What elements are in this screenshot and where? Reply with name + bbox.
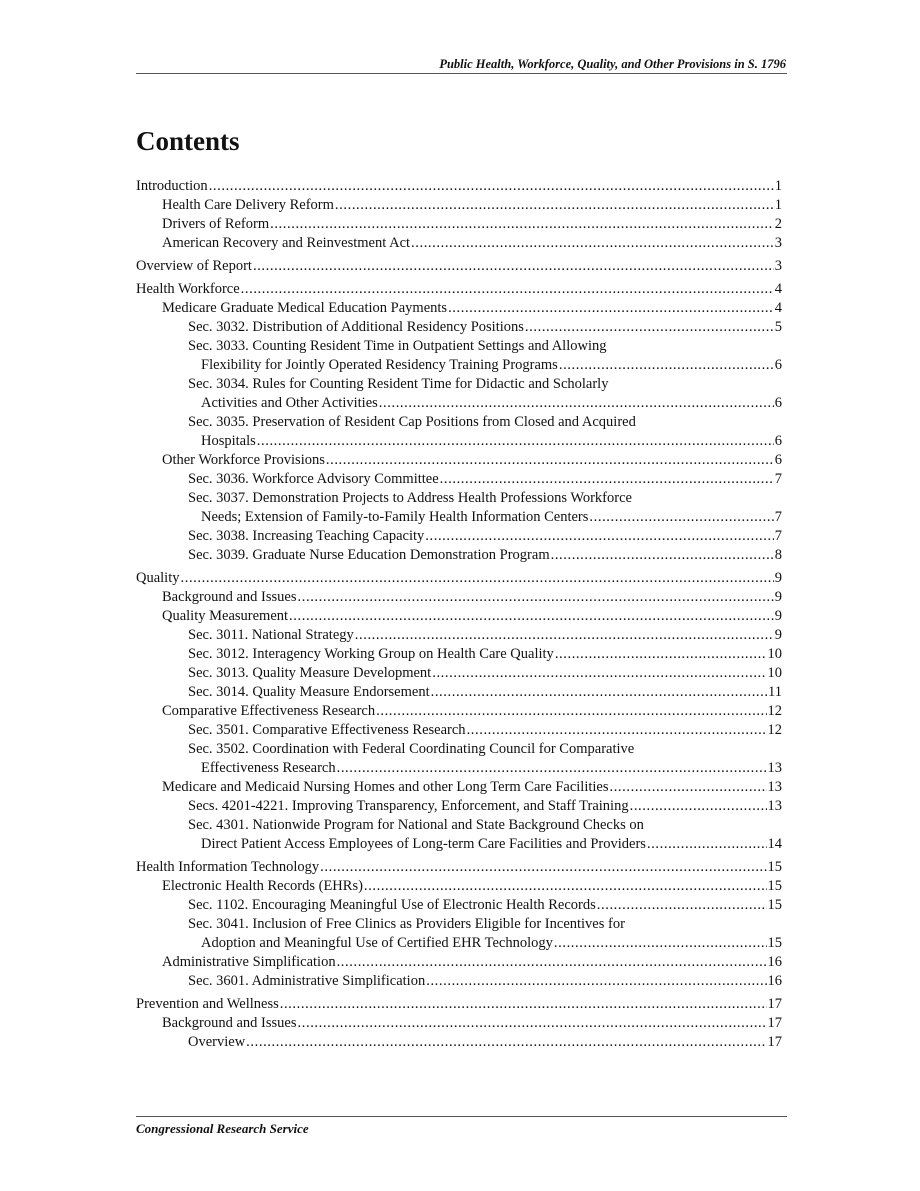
toc-entry[interactable] bbox=[136, 470, 782, 489]
toc-entry[interactable] bbox=[136, 356, 782, 375]
toc-entry[interactable] bbox=[136, 858, 782, 877]
dot-leader bbox=[289, 607, 774, 626]
toc-entry[interactable] bbox=[136, 645, 782, 664]
running-header: Public Health, Workforce, Quality, and Other Provisions in S. 1796 bbox=[439, 57, 786, 71]
toc-entry[interactable] bbox=[136, 797, 782, 816]
toc-entry-title: Background and Issues bbox=[162, 1015, 297, 1031]
dot-leader bbox=[364, 877, 767, 896]
toc-entry[interactable] bbox=[136, 299, 782, 318]
toc-page-number: 4 bbox=[774, 300, 782, 316]
toc-entry[interactable] bbox=[136, 835, 782, 854]
toc-page-number: 8 bbox=[774, 547, 782, 563]
toc-entry[interactable] bbox=[136, 280, 782, 299]
toc-entry[interactable] bbox=[136, 215, 782, 234]
toc-entry[interactable] bbox=[136, 607, 782, 626]
toc-page-number: 7 bbox=[774, 509, 782, 525]
toc-page-number: 15 bbox=[767, 878, 782, 894]
toc-entry-title: Overview of Report bbox=[136, 258, 252, 274]
toc-entry[interactable] bbox=[136, 318, 782, 337]
toc-page-number: 7 bbox=[774, 528, 782, 544]
toc-page-number: 13 bbox=[767, 798, 782, 814]
dot-leader bbox=[647, 835, 767, 854]
toc-entry[interactable] bbox=[136, 394, 782, 413]
toc-entry-title: Sec. 3013. Quality Measure Development bbox=[188, 665, 432, 681]
toc-page-number: 10 bbox=[767, 646, 782, 662]
toc-entry-title: Health Workforce bbox=[136, 281, 240, 297]
toc-entry-title: Medicare Graduate Medical Education Payments bbox=[162, 300, 448, 316]
footer-rule bbox=[136, 1116, 787, 1117]
toc-entry[interactable] bbox=[136, 257, 782, 276]
toc-page-number: 13 bbox=[767, 779, 782, 795]
dot-leader bbox=[376, 702, 766, 721]
toc-entry-title: Needs; Extension of Family-to-Family Health Information Centers bbox=[201, 509, 589, 525]
toc-entry-title: Drivers of Reform bbox=[162, 216, 270, 232]
toc-page-number: 3 bbox=[774, 258, 782, 274]
toc-entry-title: Other Workforce Provisions bbox=[162, 452, 325, 468]
toc-entry[interactable] bbox=[136, 569, 782, 588]
dot-leader bbox=[440, 470, 774, 489]
toc-page-number: 12 bbox=[767, 703, 782, 719]
toc-page-number: 16 bbox=[767, 954, 782, 970]
dot-leader bbox=[448, 299, 774, 318]
dot-leader bbox=[320, 858, 766, 877]
dot-leader bbox=[554, 934, 767, 953]
toc-entry-title: American Recovery and Reinvestment Act bbox=[162, 235, 411, 251]
dot-leader bbox=[298, 1014, 767, 1033]
toc-entry[interactable] bbox=[136, 953, 782, 972]
dot-leader bbox=[270, 215, 774, 234]
header-rule bbox=[136, 73, 787, 74]
toc-entry-title: Sec. 3038. Increasing Teaching Capacity bbox=[188, 528, 425, 544]
toc-entry-title: Health Care Delivery Reform bbox=[162, 197, 334, 213]
toc-entry-title: Health Information Technology bbox=[136, 859, 320, 875]
toc-entry[interactable] bbox=[136, 527, 782, 546]
toc-entry[interactable] bbox=[136, 664, 782, 683]
toc-entry-heading-line[interactable]: Sec. 3502. Coordination with Federal Coordinating Council for Comparative bbox=[188, 741, 635, 757]
dot-leader bbox=[559, 356, 774, 375]
toc-page-number: 1 bbox=[774, 178, 782, 194]
toc-page-number: 9 bbox=[774, 608, 782, 624]
toc-entry[interactable] bbox=[136, 588, 782, 607]
toc-entry-heading-line[interactable]: Sec. 3033. Counting Resident Time in Outpatient Settings and Allowing bbox=[188, 338, 607, 354]
toc-entry-title: Adoption and Meaningful Use of Certified EHR Technology bbox=[201, 935, 553, 951]
dot-leader bbox=[411, 234, 774, 253]
dot-leader bbox=[467, 721, 767, 740]
dot-leader bbox=[426, 972, 766, 991]
toc-entry-heading-line[interactable]: Sec. 4301. Nationwide Program for National and State Background Checks on bbox=[188, 817, 644, 833]
toc-entry-title: Sec. 3036. Workforce Advisory Committee bbox=[188, 471, 439, 487]
toc-page-number: 9 bbox=[774, 627, 782, 643]
dot-leader bbox=[551, 546, 774, 565]
dot-leader bbox=[337, 953, 767, 972]
toc-page-number: 15 bbox=[767, 859, 782, 875]
toc-entry-title: Medicare and Medicaid Nursing Homes and other Long Term Care Facilities bbox=[162, 779, 609, 795]
running-footer: Congressional Research Service bbox=[136, 1121, 309, 1136]
toc-entry[interactable] bbox=[136, 721, 782, 740]
toc-page-number: 9 bbox=[774, 589, 782, 605]
toc-entry-title: Comparative Effectiveness Research bbox=[162, 703, 376, 719]
toc-entry-title: Hospitals bbox=[201, 433, 256, 449]
toc-page-number: 15 bbox=[767, 935, 782, 951]
toc-page-number: 15 bbox=[767, 897, 782, 913]
toc-page-number: 17 bbox=[767, 1034, 782, 1050]
toc-entry-title: Sec. 3039. Graduate Nurse Education Demonstration Program bbox=[188, 547, 550, 563]
dot-leader bbox=[379, 394, 774, 413]
toc-entry[interactable] bbox=[136, 177, 782, 196]
toc-entry-title: Overview bbox=[188, 1034, 246, 1050]
toc-entry[interactable] bbox=[136, 972, 782, 991]
toc-entry[interactable] bbox=[136, 934, 782, 953]
toc-page-number: 12 bbox=[767, 722, 782, 738]
toc-entry-title: Prevention and Wellness bbox=[136, 996, 279, 1012]
toc-entry-title: Secs. 4201-4221. Improving Transparency, Enforcement, and Staff Training bbox=[188, 798, 629, 814]
table-of-contents bbox=[136, 177, 782, 1052]
dot-leader bbox=[609, 778, 766, 797]
toc-entry-title: Quality Measurement bbox=[162, 608, 289, 624]
toc-page-number: 6 bbox=[774, 452, 782, 468]
toc-entry-heading-line[interactable]: Sec. 3037. Demonstration Projects to Address Health Professions Workforce bbox=[188, 490, 632, 506]
toc-page-number: 6 bbox=[774, 357, 782, 373]
dot-leader bbox=[432, 664, 766, 683]
toc-entry-title: Introduction bbox=[136, 178, 208, 194]
toc-entry-title: Background and Issues bbox=[162, 589, 297, 605]
dot-leader bbox=[337, 759, 767, 778]
toc-page-number: 7 bbox=[774, 471, 782, 487]
toc-entry[interactable] bbox=[136, 683, 782, 702]
toc-page-number: 13 bbox=[767, 760, 782, 776]
toc-entry-heading-line[interactable]: Sec. 3034. Rules for Counting Resident Time for Didactic and Scholarly bbox=[188, 376, 609, 392]
page-title: Contents bbox=[136, 126, 240, 156]
toc-page-number: 16 bbox=[767, 973, 782, 989]
toc-entry-title: Effectiveness Research bbox=[201, 760, 336, 776]
toc-entry-title: Sec. 1102. Encouraging Meaningful Use of Electronic Health Records bbox=[188, 897, 596, 913]
toc-page-number: 2 bbox=[774, 216, 782, 232]
toc-page-number: 6 bbox=[774, 395, 782, 411]
toc-entry[interactable] bbox=[136, 995, 782, 1014]
toc-entry-title: Quality bbox=[136, 570, 180, 586]
dot-leader bbox=[326, 451, 774, 470]
toc-page-number: 10 bbox=[767, 665, 782, 681]
dot-leader bbox=[335, 196, 774, 215]
toc-entry-title: Sec. 3601. Administrative Simplification bbox=[188, 973, 426, 989]
toc-entry[interactable] bbox=[136, 778, 782, 797]
toc-page-number: 17 bbox=[767, 996, 782, 1012]
toc-page-number: 3 bbox=[774, 235, 782, 251]
toc-entry-heading-line[interactable]: Sec. 3035. Preservation of Resident Cap Positions from Closed and Acquired bbox=[188, 414, 636, 430]
dot-leader bbox=[181, 569, 774, 588]
dot-leader bbox=[555, 645, 767, 664]
toc-entry[interactable] bbox=[136, 432, 782, 451]
dot-leader bbox=[431, 683, 767, 702]
toc-entry[interactable] bbox=[136, 234, 782, 253]
dot-leader bbox=[280, 995, 767, 1014]
toc-page-number: 5 bbox=[774, 319, 782, 335]
toc-entry-title: Administrative Simplification bbox=[162, 954, 336, 970]
dot-leader bbox=[241, 280, 774, 299]
toc-entry-title: Sec. 3014. Quality Measure Endorsement bbox=[188, 684, 430, 700]
toc-page-number: 9 bbox=[774, 570, 782, 586]
toc-entry-title: Electronic Health Records (EHRs) bbox=[162, 878, 363, 894]
toc-page-number: 11 bbox=[768, 684, 782, 700]
toc-entry[interactable] bbox=[136, 759, 782, 778]
toc-entry-title: Direct Patient Access Employees of Long-term Care Facilities and Providers bbox=[201, 836, 646, 852]
toc-entry[interactable] bbox=[136, 896, 782, 915]
dot-leader bbox=[298, 588, 774, 607]
dot-leader bbox=[253, 257, 774, 276]
toc-entry-title: Activities and Other Activities bbox=[201, 395, 378, 411]
toc-page-number: 17 bbox=[767, 1015, 782, 1031]
dot-leader bbox=[425, 527, 773, 546]
dot-leader bbox=[257, 432, 774, 451]
toc-entry-title: Sec. 3501. Comparative Effectiveness Research bbox=[188, 722, 466, 738]
toc-entry-title: Sec. 3032. Distribution of Additional Residency Positions bbox=[188, 319, 524, 335]
dot-leader bbox=[209, 177, 774, 196]
toc-entry[interactable] bbox=[136, 877, 782, 896]
dot-leader bbox=[597, 896, 767, 915]
toc-entry[interactable] bbox=[136, 196, 782, 215]
dot-leader bbox=[246, 1033, 766, 1052]
dot-leader bbox=[589, 508, 773, 527]
toc-page-number: 6 bbox=[774, 433, 782, 449]
toc-entry-title: Sec. 3012. Interagency Working Group on Health Care Quality bbox=[188, 646, 554, 662]
toc-entry-title: Sec. 3011. National Strategy bbox=[188, 627, 354, 643]
toc-entry[interactable] bbox=[136, 451, 782, 470]
toc-entry[interactable] bbox=[136, 1033, 782, 1052]
toc-entry[interactable] bbox=[136, 546, 782, 565]
dot-leader bbox=[525, 318, 774, 337]
toc-entry-heading-line[interactable]: Sec. 3041. Inclusion of Free Clinics as Providers Eligible for Incentives for bbox=[188, 916, 625, 932]
toc-entry[interactable] bbox=[136, 702, 782, 721]
toc-page-number: 1 bbox=[774, 197, 782, 213]
toc-entry[interactable] bbox=[136, 1014, 782, 1033]
toc-page-number: 14 bbox=[767, 836, 782, 852]
dot-leader bbox=[630, 797, 767, 816]
dot-leader bbox=[355, 626, 774, 645]
toc-page-number: 4 bbox=[774, 281, 782, 297]
toc-entry[interactable] bbox=[136, 508, 782, 527]
toc-entry-title: Flexibility for Jointly Operated Residency Training Programs bbox=[201, 357, 558, 373]
toc-entry[interactable] bbox=[136, 626, 782, 645]
